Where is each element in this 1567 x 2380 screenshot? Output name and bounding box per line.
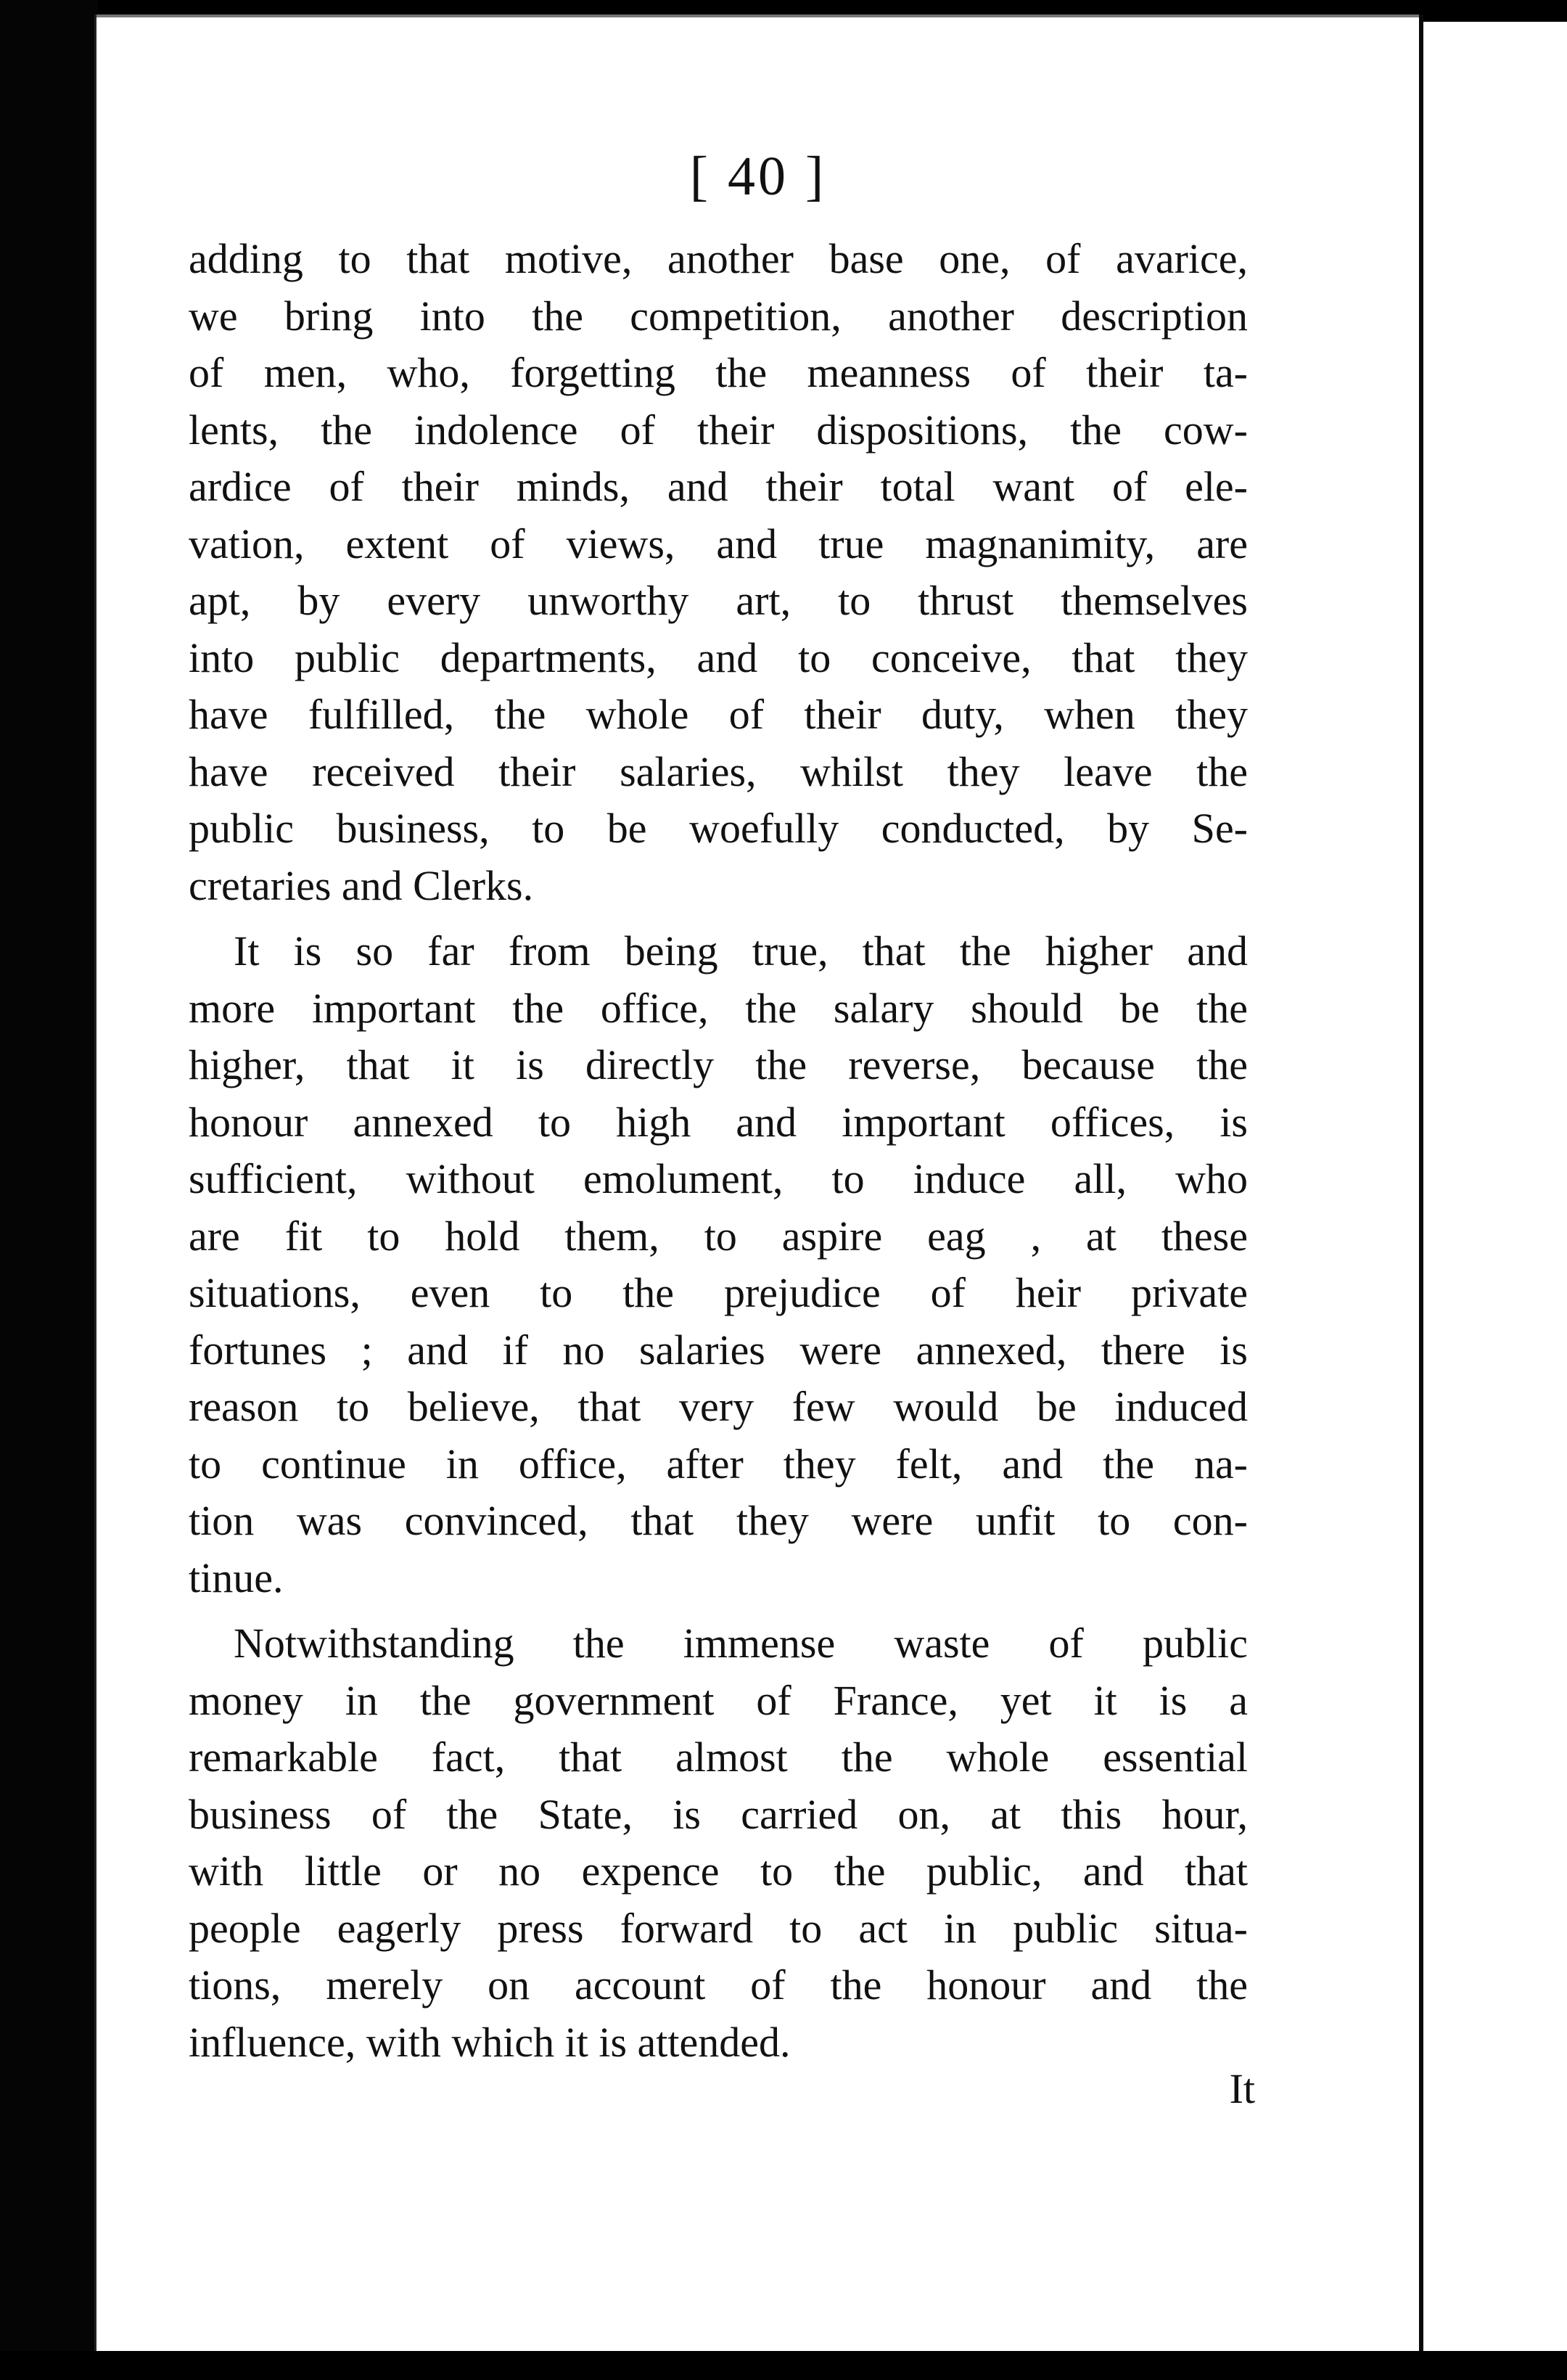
scan-left-margin (0, 0, 98, 2380)
catchword: It (1229, 2065, 1255, 2112)
text-line: cretaries and Clerks. (189, 861, 534, 909)
text-line: influence, with which it is attended. (189, 2018, 791, 2066)
text-line: vation, extent of views, and true magnanimity, are (189, 520, 1248, 567)
text-line: more important the office, the salary should be the (189, 984, 1248, 1032)
text-line: apt, by every unworthy art, to thrust themselves (189, 577, 1248, 624)
text-line: Notwithstanding the immense waste of public (234, 1620, 1248, 1667)
body-text (189, 231, 1248, 2071)
text-line: tion was convinced, that they were unfit to con- (189, 1497, 1248, 1544)
page-number: [ 40 ] (689, 146, 827, 207)
text-line: are fit to hold them, to aspire eag , at these (189, 1212, 1248, 1260)
text-line: to continue in office, after they felt, and the na- (189, 1440, 1248, 1488)
text-line: honour annexed to high and important offices, is (189, 1098, 1248, 1146)
text-line: of men, who, forgetting the meanness of their ta- (189, 349, 1248, 396)
facing-page-edge (1423, 22, 1567, 2351)
scan-bottom-margin (0, 2351, 1567, 2380)
text-line: It is so far from being true, that the higher and (234, 927, 1248, 974)
text-line: have received their salaries, whilst they leave the (189, 747, 1248, 795)
page-top-edge (96, 15, 1420, 17)
text-line: public business, to be woefully conducted, by Se- (189, 805, 1248, 852)
text-line: tions, merely on account of the honour and the (189, 1961, 1248, 2008)
text-line: lents, the indolence of their dispositions, the cow- (189, 406, 1248, 454)
text-line: situations, even to the prejudice of heir private (189, 1269, 1248, 1316)
text-line: business of the State, is carried on, at this hour, (189, 1790, 1248, 1838)
text-line: tinue. (189, 1554, 284, 1601)
text-line: sufficient, without emolument, to induce all, who (189, 1155, 1248, 1202)
text-line: people eagerly press forward to act in public situa- (189, 1904, 1248, 1952)
text-line: reason to believe, that very few would be induced (189, 1383, 1248, 1430)
text-line: adding to that motive, another base one, of avarice, (189, 235, 1248, 282)
text-line: into public departments, and to conceive, that they (189, 633, 1248, 681)
text-line: we bring into the competition, another description (189, 292, 1248, 340)
text-line: with little or no expence to the public, and that (189, 1847, 1248, 1895)
text-line: higher, that it is directly the reverse, because the (189, 1041, 1248, 1088)
text-line: remarkable fact, that almost the whole essential (189, 1733, 1248, 1781)
text-line: ardice of their minds, and their total want of ele- (189, 463, 1248, 510)
text-line: have fulfilled, the whole of their duty, when they (189, 691, 1248, 738)
text-line: fortunes ; and if no salaries were annexed, there is (189, 1326, 1248, 1374)
text-line: money in the government of France, yet it is a (189, 1676, 1248, 1724)
